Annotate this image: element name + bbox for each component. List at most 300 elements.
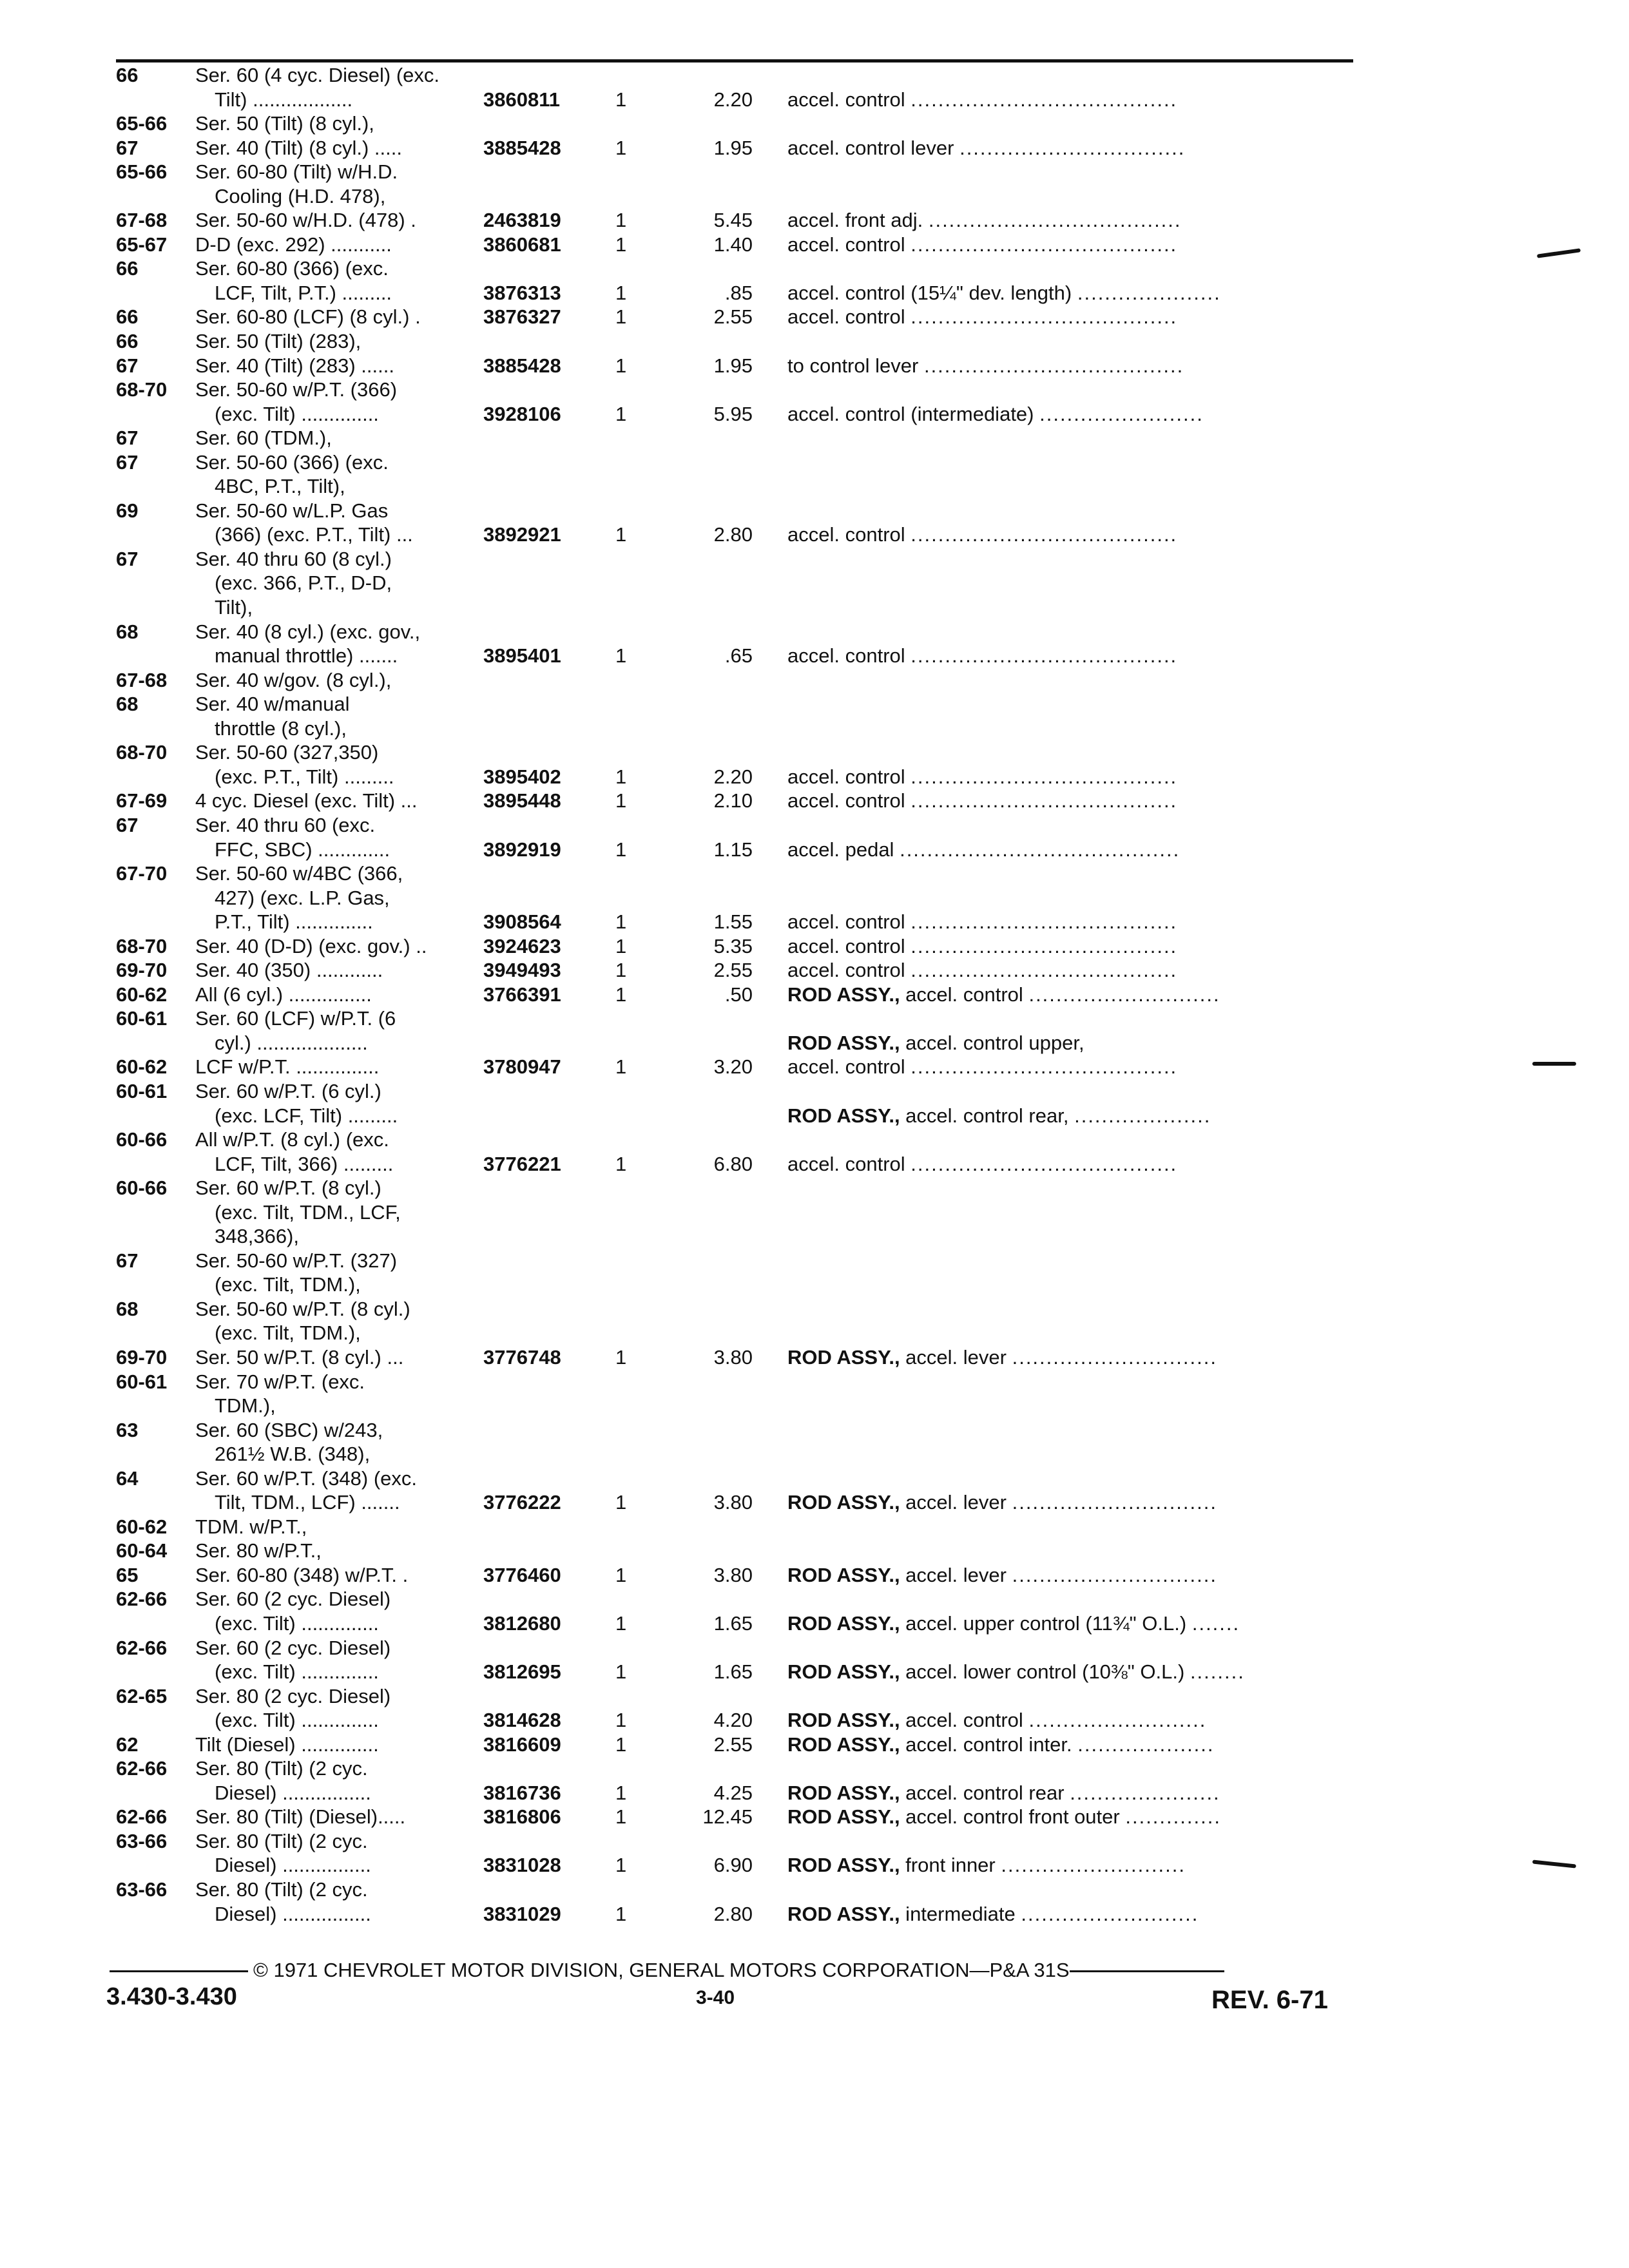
- page-number: 3-40: [696, 1987, 735, 2008]
- row-quantity: 1: [615, 644, 627, 668]
- row-leader-dots: .......................................: [911, 644, 1178, 668]
- row-leader-dots: .......................................: [911, 934, 1178, 957]
- row-assembly-label: ROD ASSY.,: [787, 1104, 900, 1127]
- row-quantity: 1: [615, 1563, 627, 1586]
- table-row: [0, 595, 1629, 620]
- row-description: 4 cyc. Diesel (exc. Tilt) ...: [195, 789, 418, 812]
- row-quantity: 1: [615, 88, 627, 111]
- row-description: Ser. 60 (4 cyc. Diesel) (exc.: [195, 64, 440, 86]
- row-year: 63: [116, 1418, 139, 1441]
- row-year: 68-70: [116, 934, 168, 957]
- table-row: [0, 1756, 1629, 1781]
- table-row: [0, 1660, 1629, 1684]
- row-leader-dots: .................................: [959, 136, 1186, 159]
- row-price: .65: [724, 644, 753, 668]
- table-row: [0, 208, 1629, 233]
- row-year: 67-70: [116, 862, 168, 885]
- row-description: Ser. 50 w/P.T. (8 cyl.) ...: [195, 1345, 404, 1369]
- table-row: [0, 1176, 1629, 1200]
- footer-rule-right: [1070, 1970, 1224, 1972]
- row-part-number: 3780947: [483, 1055, 561, 1079]
- row-part-name: [787, 644, 1177, 668]
- row-part-number: 3816806: [483, 1805, 561, 1829]
- row-part-name-text: accel. control: [787, 88, 905, 111]
- row-description: Ser. 60-80 (Tilt) w/H.D.: [195, 160, 398, 184]
- copyright-line: [110, 1959, 1224, 1982]
- row-description: Ser. 50 (Tilt) (283),: [195, 330, 361, 353]
- row-price: 6.90: [713, 1854, 753, 1877]
- row-description: (exc. Tilt) ..............: [215, 1612, 379, 1635]
- table-row: [0, 1297, 1629, 1321]
- table-row: [0, 1733, 1629, 1757]
- row-year: 69-70: [116, 959, 168, 982]
- row-description: Ser. 50-60 w/P.T. (327): [195, 1249, 398, 1272]
- table-row: [0, 1781, 1629, 1805]
- row-part-number: 3776221: [483, 1152, 561, 1175]
- row-leader-dots: .......................................: [911, 959, 1178, 982]
- row-leader-dots: ..........................: [1028, 1709, 1207, 1732]
- table-row: [0, 716, 1629, 741]
- row-part-number: 3776748: [483, 1345, 561, 1369]
- row-year: 62-66: [116, 1636, 168, 1659]
- row-assembly-label: ROD ASSY.,: [787, 1563, 900, 1586]
- row-quantity: 1: [615, 1902, 627, 1925]
- row-description: Ser. 40 (8 cyl.) (exc. gov.,: [195, 620, 421, 643]
- row-part-name: [787, 402, 1204, 427]
- row-description: Ser. 60-80 (366) (exc.: [195, 257, 389, 280]
- row-description: Ser. 60 (SBC) w/243,: [195, 1418, 383, 1441]
- row-leader-dots: .......................................: [911, 765, 1178, 788]
- row-year: 63-66: [116, 1878, 168, 1901]
- row-part-name-text: to control lever: [787, 354, 919, 377]
- row-quantity: 1: [615, 910, 627, 934]
- row-year: 60-61: [116, 1007, 168, 1030]
- row-year: 65: [116, 1563, 139, 1586]
- row-leader-dots: ..........................: [1021, 1902, 1199, 1925]
- row-price: 2.20: [713, 765, 753, 788]
- row-year: 66: [116, 330, 139, 353]
- row-description: (exc. Tilt) ..............: [215, 402, 379, 425]
- row-part-number: 2463819: [483, 209, 561, 232]
- row-assembly-label: ROD ASSY.,: [787, 1854, 900, 1877]
- row-year: 67-69: [116, 789, 168, 812]
- row-year: 67-68: [116, 209, 168, 232]
- row-quantity: 1: [615, 1491, 627, 1514]
- row-year: 66: [116, 64, 139, 86]
- row-part-name: [787, 1902, 1199, 1927]
- row-part-name: [787, 1345, 1217, 1370]
- row-description: LCF, Tilt, P.T.) .........: [215, 281, 392, 304]
- row-year: 67: [116, 450, 139, 474]
- row-description: Ser. 80 (2 cyc. Diesel): [195, 1684, 391, 1707]
- row-description: manual throttle) .......: [215, 644, 398, 668]
- row-part-name-text: accel. control: [787, 765, 905, 788]
- row-description: All (6 cyl.) ...............: [195, 983, 372, 1006]
- row-part-name: [787, 765, 1177, 789]
- row-description: Diesel) ................: [215, 1902, 371, 1925]
- table-row: [0, 1490, 1629, 1515]
- row-part-name-text: intermediate: [900, 1902, 1016, 1925]
- row-year: 67: [116, 427, 139, 450]
- row-year: 67: [116, 136, 139, 159]
- row-description: Ser. 50-60 w/P.T. (366): [195, 378, 398, 401]
- row-part-name-text: accel. lever: [900, 1345, 1007, 1369]
- row-quantity: 1: [615, 209, 627, 232]
- row-part-number: 3892919: [483, 838, 561, 861]
- row-leader-dots: .......................................: [911, 305, 1178, 329]
- row-part-number: 3812695: [483, 1660, 561, 1684]
- row-leader-dots: ......................................: [923, 354, 1184, 377]
- row-year: 62-66: [116, 1757, 168, 1780]
- table-row: [0, 958, 1629, 983]
- row-part-number: 3812680: [483, 1612, 561, 1635]
- row-part-number: 3831028: [483, 1854, 561, 1877]
- row-description: LCF, Tilt, 366) .........: [215, 1152, 394, 1175]
- row-part-name-text: accel. control (15¼" dev. length): [787, 281, 1072, 304]
- row-part-name: [787, 88, 1177, 112]
- row-leader-dots: ..............................: [1012, 1491, 1217, 1514]
- row-description: TDM.),: [215, 1394, 276, 1418]
- row-assembly-label: ROD ASSY.,: [787, 1805, 900, 1829]
- table-row: [0, 1684, 1629, 1709]
- row-part-name: [787, 1563, 1217, 1588]
- row-year: 68: [116, 693, 139, 716]
- row-description: Ser. 40 thru 60 (8 cyl.): [195, 547, 392, 570]
- row-part-number: 3895401: [483, 644, 561, 668]
- row-part-name-text: accel. control: [787, 1055, 905, 1079]
- row-year: 60-66: [116, 1128, 168, 1151]
- row-description: Ser. 40 thru 60 (exc.: [195, 813, 376, 836]
- row-quantity: 1: [615, 934, 627, 957]
- row-description: (exc. 366, P.T., D-D,: [215, 572, 392, 595]
- row-leader-dots: .....................: [1077, 281, 1221, 304]
- row-price: 6.80: [713, 1152, 753, 1175]
- table-row: [0, 813, 1629, 838]
- table-row: [0, 474, 1629, 499]
- row-leader-dots: ..............: [1125, 1805, 1221, 1829]
- table-row: [0, 1418, 1629, 1443]
- row-assembly-label: ROD ASSY.,: [787, 1612, 900, 1635]
- row-part-name-text: accel. control inter.: [900, 1733, 1072, 1756]
- row-part-number: 3885428: [483, 354, 561, 377]
- row-price: 1.40: [713, 233, 753, 256]
- table-row: [0, 1611, 1629, 1636]
- row-assembly-label: ROD ASSY.,: [787, 1660, 900, 1684]
- row-quantity: 1: [615, 1854, 627, 1877]
- row-description: Ser. 60 w/P.T. (6 cyl.): [195, 1079, 381, 1102]
- row-year: 67-68: [116, 668, 168, 691]
- row-price: 1.65: [713, 1660, 753, 1684]
- table-row: [0, 1587, 1629, 1611]
- table-row: [0, 1224, 1629, 1249]
- table-row: [0, 934, 1629, 959]
- row-price: 4.25: [713, 1781, 753, 1804]
- table-row: [0, 1708, 1629, 1733]
- row-year: 62-66: [116, 1805, 168, 1829]
- table-row: [0, 620, 1629, 644]
- row-part-name-text: accel. control upper,: [900, 1031, 1084, 1054]
- row-description: Ser. 70 w/P.T. (exc.: [195, 1370, 365, 1393]
- row-price: 3.80: [713, 1491, 753, 1514]
- row-leader-dots: .......................................: [911, 1055, 1178, 1079]
- row-quantity: 1: [615, 1345, 627, 1369]
- table-row: [0, 281, 1629, 305]
- row-quantity: 1: [615, 1709, 627, 1732]
- row-price: 12.45: [702, 1805, 753, 1829]
- row-quantity: 1: [615, 838, 627, 861]
- row-leader-dots: .......................................: [911, 523, 1178, 546]
- row-leader-dots: .......................................: [911, 910, 1178, 934]
- row-description: Ser. 80 w/P.T.,: [195, 1539, 322, 1562]
- row-part-name-text: accel. control: [787, 910, 905, 934]
- row-price: 1.15: [713, 838, 753, 861]
- row-description: (exc. Tilt, TDM.),: [215, 1321, 361, 1345]
- row-price: 2.55: [713, 305, 753, 329]
- row-part-name: [787, 1104, 1211, 1128]
- row-part-name-text: accel. control rear,: [900, 1104, 1069, 1127]
- row-part-name: [787, 305, 1177, 329]
- row-description: Diesel) ................: [215, 1854, 371, 1877]
- table-row: [0, 1128, 1629, 1152]
- row-price: 5.95: [713, 402, 753, 425]
- row-description: Tilt, TDM., LCF) .......: [215, 1491, 400, 1514]
- row-price: 3.20: [713, 1055, 753, 1079]
- row-assembly-label: ROD ASSY.,: [787, 1709, 900, 1732]
- row-description: Ser. 40 (Tilt) (8 cyl.) .....: [195, 136, 402, 159]
- row-part-number: 3814628: [483, 1709, 561, 1732]
- row-part-number: 3816609: [483, 1733, 561, 1756]
- row-description: (exc. LCF, Tilt) .........: [215, 1104, 398, 1127]
- row-description: 4BC, P.T., Tilt),: [215, 475, 345, 498]
- row-part-number: 3876327: [483, 305, 561, 329]
- table-row: [0, 354, 1629, 378]
- row-part-name: [787, 983, 1220, 1007]
- row-part-number: 3831029: [483, 1902, 561, 1925]
- row-description: Ser. 60 (TDM.),: [195, 427, 332, 450]
- footer-rule-left: [110, 1970, 248, 1972]
- row-price: 2.55: [713, 1733, 753, 1756]
- row-part-name: [787, 1805, 1221, 1829]
- row-leader-dots: ........: [1190, 1660, 1245, 1684]
- margin-mark: [1532, 1062, 1576, 1066]
- row-year: 68-70: [116, 378, 168, 401]
- row-part-name-text: accel. control: [900, 1709, 1023, 1732]
- row-year: 60-64: [116, 1539, 168, 1562]
- row-leader-dots: ........................: [1039, 402, 1204, 425]
- table-row: [0, 1321, 1629, 1345]
- row-year: 60-62: [116, 1515, 168, 1538]
- row-description: Tilt) ..................: [215, 88, 353, 111]
- row-part-name: [787, 281, 1221, 305]
- table-row: [0, 305, 1629, 329]
- row-price: 2.20: [713, 88, 753, 111]
- table-row: [0, 886, 1629, 910]
- row-part-name-text: accel. control lever: [787, 136, 954, 159]
- row-quantity: 1: [615, 1733, 627, 1756]
- row-assembly-label: ROD ASSY.,: [787, 1781, 900, 1804]
- row-year: 69: [116, 499, 139, 522]
- table-row: [0, 983, 1629, 1007]
- table-row: [0, 329, 1629, 354]
- row-description: cyl.) ....................: [215, 1031, 368, 1054]
- row-quantity: 1: [615, 1152, 627, 1175]
- table-row: [0, 644, 1629, 668]
- row-part-name-text: accel. control: [787, 789, 905, 812]
- table-row: [0, 789, 1629, 813]
- row-leader-dots: .......: [1191, 1612, 1240, 1635]
- row-description: Ser. 60-80 (348) w/P.T. .: [195, 1563, 409, 1586]
- row-description: Ser. 60-80 (LCF) (8 cyl.) .: [195, 305, 421, 329]
- row-year: 62-65: [116, 1684, 168, 1707]
- row-price: 3.80: [713, 1345, 753, 1369]
- row-year: 69-70: [116, 1345, 168, 1369]
- row-quantity: 1: [615, 402, 627, 425]
- row-description: (exc. Tilt, TDM., LCF,: [215, 1200, 401, 1224]
- row-part-name-text: accel. control: [787, 233, 905, 256]
- row-description: throttle (8 cyl.),: [215, 716, 347, 740]
- row-year: 60-61: [116, 1079, 168, 1102]
- row-price: 3.80: [713, 1563, 753, 1586]
- row-description: Diesel) ................: [215, 1781, 371, 1804]
- table-row: [0, 910, 1629, 934]
- row-description: Ser. 40 w/gov. (8 cyl.),: [195, 668, 392, 691]
- table-row: [0, 402, 1629, 427]
- table-row: [0, 1902, 1629, 1927]
- row-leader-dots: .......................................: [911, 1152, 1178, 1175]
- row-quantity: 1: [615, 136, 627, 159]
- table-row: [0, 111, 1629, 136]
- table-row: [0, 160, 1629, 184]
- row-description: D-D (exc. 292) ...........: [195, 233, 392, 256]
- row-description: TDM. w/P.T.,: [195, 1515, 307, 1538]
- row-description: (exc. Tilt, TDM.),: [215, 1273, 361, 1296]
- row-part-name: [787, 1708, 1206, 1733]
- table-row: [0, 1055, 1629, 1079]
- row-description: Ser. 50-60 w/H.D. (478) .: [195, 209, 416, 232]
- row-description: All w/P.T. (8 cyl.) (exc.: [195, 1128, 389, 1151]
- table-row: [0, 256, 1629, 281]
- row-leader-dots: .....................................: [928, 209, 1182, 232]
- row-part-name: [787, 233, 1177, 257]
- row-description: Ser. 40 w/manual: [195, 693, 350, 716]
- row-year: 67: [116, 354, 139, 377]
- top-rule: [116, 59, 1353, 62]
- row-price: 5.45: [713, 209, 753, 232]
- row-part-name-text: accel. control (intermediate): [787, 402, 1034, 425]
- table-row: [0, 184, 1629, 209]
- row-description: Ser. 40 (350) ............: [195, 959, 383, 982]
- row-part-name-text: accel. upper control (11¾" O.L.): [900, 1612, 1187, 1635]
- row-assembly-label: ROD ASSY.,: [787, 1345, 900, 1369]
- row-description: Ser. 80 (Tilt) (2 cyc.: [195, 1829, 368, 1852]
- row-description: Ser. 50-60 (327,350): [195, 741, 379, 764]
- revision-label: REV. 6-71: [1211, 1986, 1328, 2014]
- row-price: 1.65: [713, 1612, 753, 1635]
- row-part-number: 3876313: [483, 281, 561, 304]
- row-part-name: [787, 910, 1177, 934]
- table-row: [0, 1006, 1629, 1031]
- table-row: [0, 1394, 1629, 1418]
- table-row: [0, 838, 1629, 862]
- row-year: 63-66: [116, 1829, 168, 1852]
- row-leader-dots: ......................: [1070, 1781, 1220, 1804]
- row-quantity: 1: [615, 959, 627, 982]
- row-part-name-text: accel. control rear: [900, 1781, 1065, 1804]
- table-row: [0, 1031, 1629, 1055]
- row-part-name: [787, 1611, 1240, 1636]
- row-leader-dots: ..............................: [1012, 1563, 1217, 1586]
- row-year: 65-67: [116, 233, 168, 256]
- table-row: [0, 1853, 1629, 1878]
- row-leader-dots: .......................................: [911, 789, 1178, 812]
- row-quantity: 1: [615, 305, 627, 329]
- table-row: [0, 1829, 1629, 1854]
- row-quantity: 1: [615, 523, 627, 546]
- table-row: [0, 88, 1629, 112]
- table-row: [0, 1442, 1629, 1466]
- row-part-name-text: accel. pedal: [787, 838, 894, 861]
- row-part-name: [787, 934, 1177, 959]
- row-year: 64: [116, 1466, 139, 1490]
- row-quantity: 1: [615, 789, 627, 812]
- copyright-text: © 1971 CHEVROLET MOTOR DIVISION, GENERAL MOTORS CORPORATION—P&A 31S: [253, 1959, 1070, 1981]
- row-part-number: 3776222: [483, 1491, 561, 1514]
- row-part-name: [787, 136, 1185, 160]
- row-quantity: 1: [615, 233, 627, 256]
- row-part-name-text: accel. control: [787, 523, 905, 546]
- table-row: [0, 861, 1629, 886]
- table-row: [0, 1878, 1629, 1902]
- row-part-name: [787, 1055, 1177, 1079]
- row-quantity: 1: [615, 1805, 627, 1829]
- row-part-name: [787, 1853, 1186, 1878]
- row-description: P.T., Tilt) ..............: [215, 910, 373, 934]
- row-part-name-text: accel. control: [787, 644, 905, 668]
- row-description: Ser. 80 (Tilt) (2 cyc.: [195, 1878, 368, 1901]
- row-assembly-label: ROD ASSY.,: [787, 1902, 900, 1925]
- row-part-name: [787, 1660, 1245, 1684]
- row-year: 68: [116, 1297, 139, 1320]
- row-part-name: [787, 523, 1177, 547]
- table-row: [0, 1466, 1629, 1491]
- row-description: Ser. 50-60 (366) (exc.: [195, 450, 389, 474]
- row-leader-dots: ............................: [1028, 983, 1220, 1006]
- row-year: 60-62: [116, 1055, 168, 1079]
- row-quantity: 1: [615, 1612, 627, 1635]
- row-description: (exc. P.T., Tilt) .........: [215, 765, 394, 788]
- row-part-name: [787, 1733, 1215, 1757]
- row-part-name: [787, 1031, 1084, 1055]
- table-row: [0, 571, 1629, 595]
- row-leader-dots: .......................................: [911, 88, 1178, 111]
- row-part-name: [787, 208, 1182, 233]
- row-quantity: 1: [615, 765, 627, 788]
- row-part-number: 3816736: [483, 1781, 561, 1804]
- row-description: Ser. 80 (Tilt) (Diesel).....: [195, 1805, 406, 1829]
- row-part-name-text: accel. control: [787, 1152, 905, 1175]
- table-row: [0, 378, 1629, 402]
- table-row: [0, 1273, 1629, 1297]
- row-description: Ser. 60 w/P.T. (348) (exc.: [195, 1466, 418, 1490]
- table-row: [0, 523, 1629, 547]
- row-year: 60-61: [116, 1370, 168, 1393]
- row-part-name: [787, 1781, 1220, 1805]
- table-row: [0, 63, 1629, 88]
- row-price: 1.95: [713, 136, 753, 159]
- row-year: 65-66: [116, 160, 168, 184]
- row-description: (366) (exc. P.T., Tilt) ...: [215, 523, 413, 546]
- table-row: [0, 1104, 1629, 1128]
